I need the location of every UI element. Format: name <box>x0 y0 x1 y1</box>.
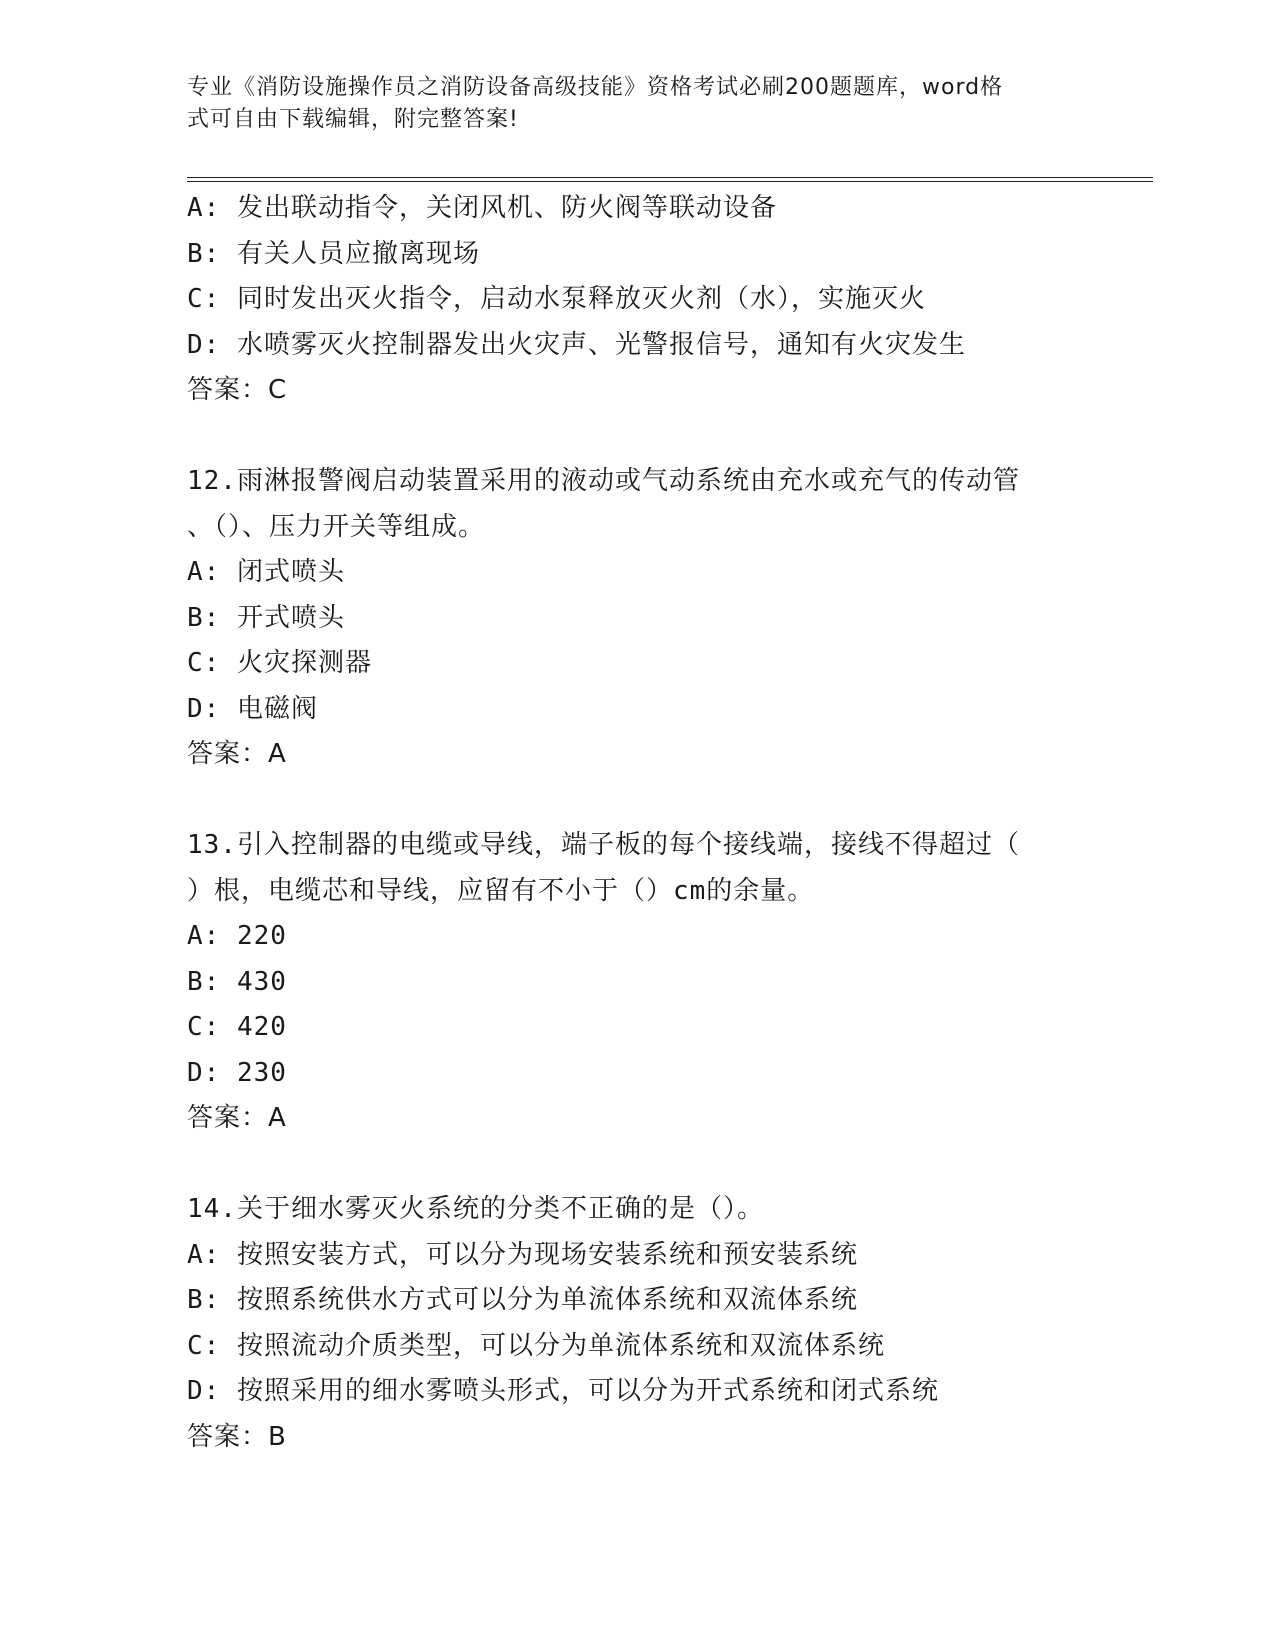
answer-line: 答案：B <box>187 1421 287 1452</box>
question-13 <box>187 823 1087 1142</box>
option-a: A: 按照安装方式，可以分为现场安装系统和预安装系统 <box>187 1239 858 1270</box>
option-c: C: 同时发出灭火指令，启动水泵释放灭火剂（水），实施灭火 <box>187 284 926 314</box>
spacer <box>187 1142 1087 1188</box>
option-b: B: 开式喷头 <box>187 602 345 633</box>
header-line-2: 式可自由下载编辑，附完整答案! <box>187 107 519 132</box>
question-list <box>187 186 1087 1460</box>
spacer <box>187 778 1087 824</box>
answer-line: 答案：C <box>187 375 288 405</box>
header-line-1: 专业《消防设施操作员之消防设备高级技能》资格考试必刷200题题库，word格 <box>187 75 1004 100</box>
option-d: D: 230 <box>187 1057 287 1088</box>
option-a: A: 220 <box>187 921 287 951</box>
header-divider-top <box>187 177 1153 178</box>
page-header <box>187 72 1087 136</box>
question-stem-line-1: 13.引入控制器的电缆或导线，端子板的每个接线端，接线不得超过（ <box>187 830 1020 860</box>
option-c: C: 按照流动介质类型，可以分为单流体系统和双流体系统 <box>187 1330 885 1361</box>
option-d: D: 按照采用的细水雾喷头形式，可以分为开式系统和闭式系统 <box>187 1376 939 1406</box>
option-d: D: 电磁阀 <box>187 693 318 724</box>
question-stem-line-1: 12.雨淋报警阀启动装置采用的液动或气动系统由充水或充气的传动管 <box>187 466 1020 496</box>
spacer <box>187 414 1087 460</box>
option-b: B: 有关人员应撤离现场 <box>187 238 480 269</box>
option-b: B: 430 <box>187 966 287 997</box>
header-divider-bottom <box>187 181 1153 182</box>
question-stem-line-1: 14.关于细水雾灭火系统的分类不正确的是（）。 <box>187 1194 764 1224</box>
answer-line: 答案：A <box>187 1103 287 1133</box>
answer-line: 答案：A <box>187 739 287 769</box>
option-c: C: 火灾探测器 <box>187 648 372 678</box>
option-a: A: 闭式喷头 <box>187 557 345 587</box>
question-12 <box>187 459 1087 778</box>
question-stem-line-2: 、（）、压力开关等组成。 <box>187 511 486 542</box>
option-b: B: 按照系统供水方式可以分为单流体系统和双流体系统 <box>187 1285 858 1315</box>
question-11 <box>187 186 1087 414</box>
option-a: A: 发出联动指令，关闭风机、防火阀等联动设备 <box>187 193 777 223</box>
question-stem-line-2: ）根，电缆芯和导线，应留有不小于（）cm的余量。 <box>187 875 815 906</box>
question-14 <box>187 1187 1087 1460</box>
option-c: C: 420 <box>187 1012 287 1042</box>
option-d: D: 水喷雾灭火控制器发出火灾声、光警报信号，通知有火灾发生 <box>187 329 966 360</box>
